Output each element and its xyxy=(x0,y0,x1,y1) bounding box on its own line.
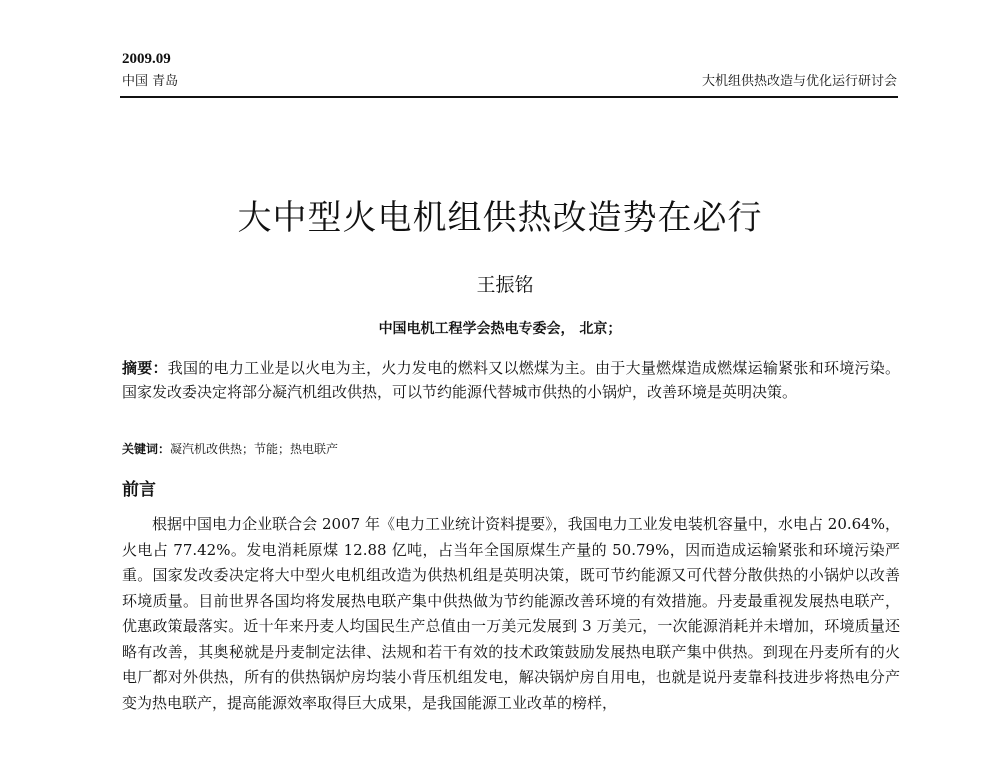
header-conference-title: 大机组供热改造与优化运行研讨会 xyxy=(701,74,897,89)
abstract-label: 摘要： xyxy=(122,359,168,377)
header-date: 2009.09 xyxy=(122,51,171,67)
section-heading-preface: 前言 xyxy=(122,480,156,500)
keywords-text: 凝汽机改供热；节能；热电联产 xyxy=(170,442,339,456)
keywords xyxy=(122,440,338,458)
paper-author: 王振铭 xyxy=(476,274,534,296)
header-location: 中国 青岛 xyxy=(122,74,179,89)
paper-affiliation: 中国电机工程学会热电专委会， 北京； xyxy=(378,321,622,337)
paper-title: 大中型火电机组供热改造势在必行 xyxy=(237,198,763,238)
keywords-label: 关键词： xyxy=(122,442,171,456)
header-divider xyxy=(120,96,898,98)
abstract xyxy=(122,356,900,404)
abstract-text: 我国的电力工业是以火电为主，火力发电的燃料又以燃煤为主。由于大量燃煤造成燃煤运输紧张和环境污染。国家发改委决定将部分凝汽机组改供热，可以节约能源代替城市供热的小锅炉，改善环境是英明决策。 xyxy=(122,359,900,401)
section-paragraph: 根据中国电力企业联合会 2007 年《电力工业统计资料提要》，我国电力工业发电装机容量中，水电占 20.64%，火电占 77.42%。发电消耗原煤 12.88 亿吨，占当年全国原煤生产量的 50.79%，因而造成运输紧张和环境污染严重。国家发改委决定将大中型火电机组改造为供热机组是英明决策，既可节约能源又可代替分散供热的小锅炉以改善环境质量。目前世界各国均将发展热电联产集中供热做为节约能源改善环境的有效措施。丹麦最重视发展热电联产，优惠政策最落实。近十年来丹麦人均国民生产总值由一万美元发展到 3 万美元，一次能源消耗并未增加，环境质量还略有改善，其奥秘就是丹麦制定法律、法规和若干有效的技术政策鼓励发展热电联产集中供热。到现在丹麦所有的火电厂都对外供热，所有的供热锅炉房均装小背压机组发电，解决锅炉房自用电，也就是说丹麦靠科技进步将热电分产变为热电联产，提高能源效率取得巨大成果，是我国能源工业改革的榜样， xyxy=(122,515,900,712)
